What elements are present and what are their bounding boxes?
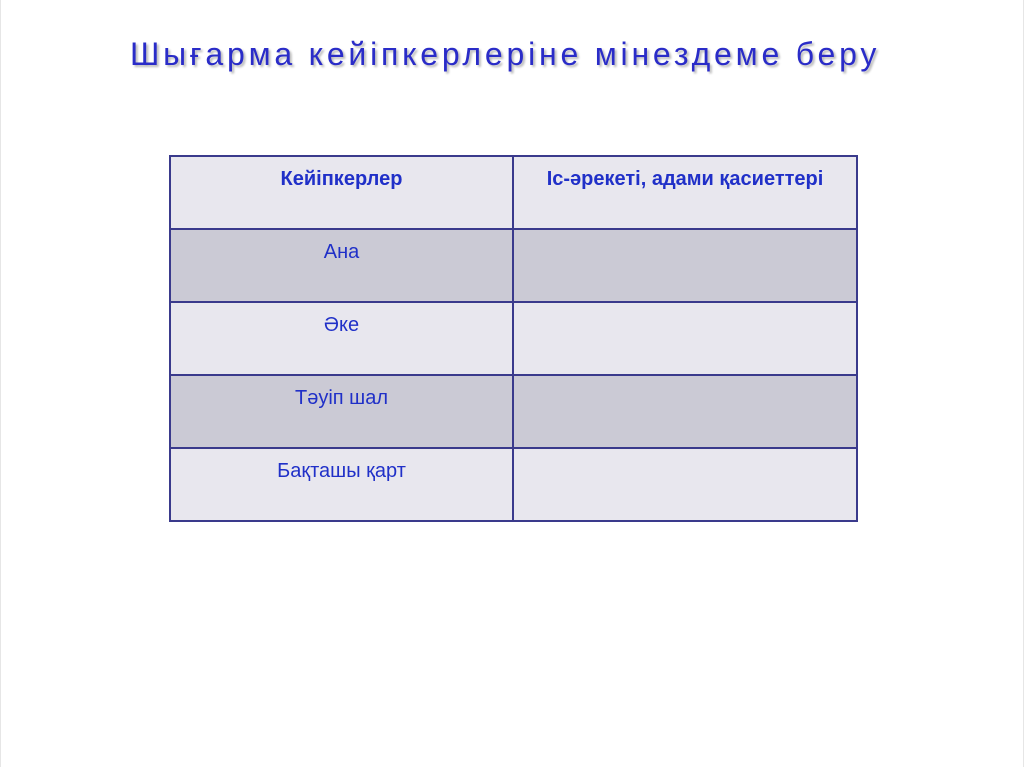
character-table-container xyxy=(169,155,856,522)
table-row xyxy=(170,229,857,302)
header-characters: Кейіпкерлер xyxy=(170,156,513,229)
traits-cell[interactable] xyxy=(513,448,857,521)
traits-cell[interactable] xyxy=(513,375,857,448)
traits-cell[interactable] xyxy=(513,229,857,302)
traits-cell[interactable] xyxy=(513,302,857,375)
character-cell[interactable]: Ана xyxy=(170,229,513,302)
table-row xyxy=(170,448,857,521)
table-header-row xyxy=(170,156,857,229)
character-table xyxy=(169,155,858,522)
table-row xyxy=(170,302,857,375)
slide-left-edge xyxy=(0,0,1,767)
table-row xyxy=(170,375,857,448)
header-actions-traits: Іс-әрекеті, адами қасиеттері xyxy=(513,156,857,229)
character-cell[interactable]: Тәуіп шал xyxy=(170,375,513,448)
character-cell[interactable]: Әке xyxy=(170,302,513,375)
character-cell[interactable]: Бақташы қарт xyxy=(170,448,513,521)
slide-title: Шығарма кейіпкерлеріне мінездеме беру xyxy=(130,36,881,72)
